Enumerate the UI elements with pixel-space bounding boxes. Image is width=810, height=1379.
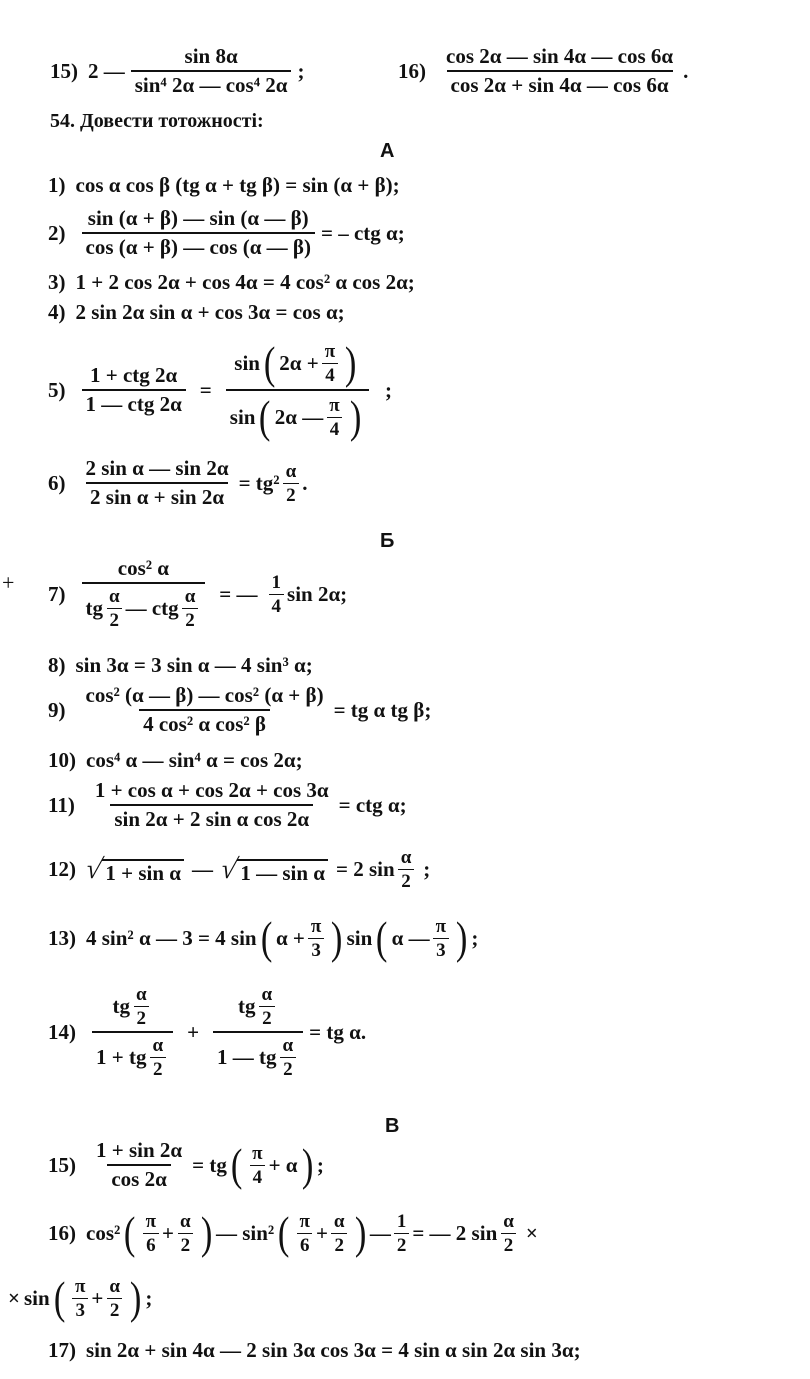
two: 2 (331, 1233, 347, 1255)
fraction (82, 208, 316, 258)
four: 4 (322, 363, 338, 385)
radicand: 1 + sin α (102, 859, 184, 884)
denominator: sin⁴ 2α — cos⁴ 2α (131, 70, 292, 96)
two: 2 (150, 1057, 166, 1079)
pi-over-6 (297, 1212, 313, 1255)
identity-text: sin 3α = 3 sin α — 4 sin³ α; (75, 653, 313, 677)
right-side: = ctg α; (338, 792, 407, 817)
right-paren: ) (345, 337, 357, 388)
identity-text: sin 2α + sin 4α — 2 sin 3α cos 3α = 4 sin α sin 2α sin 3α; (86, 1338, 581, 1362)
separator: ; (316, 1152, 324, 1177)
fraction (91, 780, 333, 830)
plus-sign: + (162, 1220, 175, 1245)
identity-6 (48, 458, 307, 508)
denominator: sin 2α + 2 sin α cos 2α (110, 804, 313, 830)
alpha: α (109, 1275, 120, 1297)
item-number: 5) (48, 377, 66, 402)
numerator: cos 2α — sin 4α — cos 6α (446, 44, 674, 68)
pi-over-4 (326, 396, 342, 439)
left-paren: ( (53, 1272, 66, 1323)
item-number: 12) (48, 857, 76, 881)
left-paren: ( (376, 912, 388, 963)
alpha: α (261, 984, 273, 1005)
tg-term: tg (238, 994, 256, 1018)
identity-text: 2 sin 2α sin α + cos 3α = cos α; (75, 300, 345, 324)
end-mark: . (683, 58, 689, 83)
identity-14 (48, 985, 366, 1079)
section-label-a: А (380, 140, 395, 162)
tg-term: tg (85, 596, 103, 620)
two: 2 (398, 869, 414, 891)
pi-over-4 (322, 342, 338, 385)
right-paren: ) (349, 391, 362, 442)
pi: π (299, 1210, 310, 1232)
two: 2 (178, 1233, 194, 1255)
item-number: 11) (48, 792, 75, 817)
identity-text: 1 + 2 cos 2α + cos 4α = 4 cos² α cos 2α; (75, 270, 415, 294)
three: 3 (433, 938, 449, 960)
numerator (230, 337, 364, 389)
left-paren: ( (259, 391, 271, 442)
alpha: α (152, 1035, 164, 1056)
numerator: 1 + cos α + cos 2α + cos 3α (94, 778, 329, 802)
right-paren: ) (129, 1272, 142, 1323)
cos-squared: cos² (86, 1220, 121, 1245)
alpha: α (503, 1210, 514, 1232)
times-sign: × (8, 1285, 20, 1310)
two: 2 (182, 608, 198, 630)
item-number: 9) (48, 697, 66, 722)
alpha-over-2 (331, 1212, 348, 1255)
fraction (82, 685, 328, 735)
equals-tg: = tg² (238, 470, 280, 495)
exercise-heading: 54. Довести тотожності: (50, 110, 264, 132)
denominator: 4 cos² α cos² β (139, 709, 270, 735)
item-number: 15) (50, 58, 78, 83)
minus-sign: — (192, 857, 213, 881)
identity-9 (48, 685, 431, 735)
pi-over-6 (143, 1212, 159, 1255)
identity-text: cos α cos β (tg α + tg β) = sin (α + β); (75, 173, 400, 197)
arg-term: α + (275, 925, 305, 950)
alpha-over-2 (398, 848, 415, 891)
equals-minus: = — (219, 581, 258, 606)
equals-sin: = 2 sin (336, 857, 395, 881)
square-root (82, 853, 184, 885)
pi-over-4 (249, 1144, 265, 1187)
alpha-over-2 (283, 462, 300, 505)
item-number: 17) (48, 1338, 76, 1362)
one: 1 (271, 571, 282, 593)
alpha-over-2 (177, 1212, 194, 1255)
two: 2 (501, 1233, 517, 1255)
top-expression-15 (50, 46, 304, 96)
left-paren: ( (263, 337, 276, 388)
fraction (92, 1140, 186, 1190)
denominator: cos (α + β) — cos (α — β) (82, 232, 316, 258)
numerator: cos² (α — β) — cos² (α + β) (85, 683, 324, 707)
alpha: α (184, 586, 196, 607)
numerator (234, 985, 282, 1031)
right-side: = – ctg α; (321, 220, 405, 245)
alpha: α (282, 1035, 294, 1056)
right-fraction (226, 337, 369, 442)
margin-mark: + (2, 570, 15, 595)
pi-over-3 (72, 1277, 88, 1320)
item-number: 15) (48, 1152, 76, 1177)
numerator: cos² α (117, 556, 170, 580)
arg-term: 2α + (279, 350, 319, 375)
item-number: 8) (48, 653, 66, 677)
equals-tg: = tg (192, 1152, 227, 1177)
denominator (213, 1031, 303, 1079)
alpha-over-2 (280, 1036, 297, 1079)
left-paren: ( (278, 1207, 290, 1258)
numerator (108, 985, 156, 1031)
six: 6 (297, 1233, 313, 1255)
plus-alpha: + α (268, 1152, 298, 1177)
identity-3 (48, 272, 415, 293)
alpha: α (109, 586, 120, 607)
alpha: α (400, 847, 412, 868)
separator: ; (471, 925, 479, 950)
pi: π (329, 394, 340, 416)
alpha: α (333, 1210, 345, 1232)
section-label-v: В (385, 1115, 400, 1137)
separator: ; (423, 857, 431, 881)
separator: ; (145, 1285, 153, 1310)
arg-term: 2α — (274, 404, 324, 429)
identity-10 (48, 750, 303, 771)
pi: π (74, 1275, 86, 1297)
radical-sign: √ (82, 853, 106, 885)
two: 2 (259, 1006, 275, 1028)
numerator: 1 + ctg 2α (90, 363, 178, 387)
denominator (92, 1031, 173, 1079)
left-fraction (92, 985, 173, 1079)
plus-sign: + (315, 1220, 328, 1245)
six: 6 (143, 1233, 159, 1255)
pi-over-3 (433, 917, 449, 960)
denominator: 1 — ctg 2α (82, 389, 186, 415)
numerator: 1 + sin 2α (96, 1138, 183, 1162)
alpha-over-2 (106, 1277, 123, 1320)
alpha-over-2 (149, 1036, 166, 1079)
sin-term: sin (23, 1285, 50, 1310)
item-number: 16) (398, 58, 426, 83)
item-number: 7) (48, 581, 66, 606)
numerator: 2 sin α — sin 2α (85, 456, 229, 480)
identity-8 (48, 655, 313, 676)
radicand: 1 — sin α (237, 859, 328, 884)
numerator: sin (α + β) — sin (α — β) (87, 206, 309, 230)
right-paren: ) (200, 1207, 213, 1258)
item-number: 6) (48, 470, 66, 495)
left-fraction (82, 365, 186, 415)
plus-sign: + (187, 1019, 200, 1044)
equals-minus-sin: = — 2 sin (412, 1220, 498, 1245)
right-side: = tg α tg β; (333, 697, 432, 722)
two: 2 (107, 1298, 123, 1320)
identity-13 (48, 912, 479, 963)
three: 3 (308, 938, 324, 960)
left-paren: ( (124, 1207, 136, 1258)
sin-term: sin (229, 404, 256, 429)
minus-sign: — (369, 1220, 391, 1245)
end-mark: . (302, 470, 308, 495)
three: 3 (72, 1298, 88, 1320)
sin-term: sin (346, 925, 373, 950)
radical-sign: √ (217, 853, 241, 885)
item-number: 14) (48, 1019, 76, 1044)
denominator: cos 2α (107, 1164, 170, 1190)
plus-sign: + (91, 1285, 104, 1310)
identity-11 (48, 780, 407, 830)
item-number: 4) (48, 300, 66, 324)
separator: ; (297, 58, 305, 83)
item-number: 3) (48, 270, 66, 294)
alpha-over-2 (182, 587, 199, 630)
item-number: 1) (48, 173, 66, 197)
square-root (217, 853, 328, 885)
four: 4 (269, 594, 285, 616)
identity-16-continuation (8, 1272, 153, 1323)
right-side: sin 2α; (287, 581, 348, 606)
denominator-term: 1 — tg (217, 1045, 277, 1069)
four: 4 (327, 417, 343, 439)
right-paren: ) (301, 1139, 313, 1190)
sin-term: sin (234, 350, 260, 375)
item-number: 13) (48, 925, 76, 950)
lead-term: 4 sin² α — 3 = 4 sin (86, 925, 257, 950)
pi: π (145, 1210, 157, 1232)
right-paren: ) (354, 1207, 366, 1258)
fraction (82, 458, 233, 508)
equals-sign: = (199, 377, 212, 402)
pi: π (324, 340, 336, 362)
two: 2 (107, 608, 123, 630)
lead-term: 2 — (88, 58, 125, 83)
identity-17 (48, 1340, 581, 1361)
one-over-two (394, 1212, 410, 1255)
sin-squared: — sin² (215, 1220, 275, 1245)
denominator (82, 582, 206, 630)
identity-15 (48, 1140, 324, 1190)
top-expression-16 (398, 46, 688, 96)
alpha: α (285, 460, 297, 482)
item-number: 10) (48, 748, 76, 772)
denominator-term: 1 + tg (96, 1045, 147, 1069)
alpha-over-2 (500, 1212, 517, 1255)
right-fraction (213, 985, 303, 1079)
pi: π (435, 915, 447, 937)
alpha: α (135, 984, 147, 1005)
section-label-b: Б (380, 530, 395, 552)
two: 2 (134, 1006, 150, 1028)
arg-term: α — (391, 925, 430, 950)
pi: π (252, 1142, 263, 1164)
fraction (131, 46, 292, 96)
separator: ; (385, 377, 393, 402)
identity-4 (48, 302, 345, 323)
identity-2 (48, 208, 405, 258)
denominator: cos 2α + sin 4α — cos 6α (447, 70, 673, 96)
alpha: α (180, 1210, 191, 1232)
numerator: sin 8α (184, 44, 238, 68)
alpha-over-2 (133, 985, 150, 1028)
identity-1 (48, 175, 400, 196)
alpha-over-2 (259, 985, 276, 1028)
right-side: = tg α. (309, 1019, 367, 1044)
identity-16 (48, 1207, 538, 1258)
alpha-over-2 (106, 587, 123, 630)
fraction (442, 46, 677, 96)
one-over-four (269, 573, 285, 616)
two: 2 (394, 1233, 410, 1255)
two: 2 (283, 483, 299, 505)
item-number: 16) (48, 1220, 76, 1245)
ctg-term: — ctg (125, 596, 179, 620)
right-paren: ) (455, 912, 468, 963)
identity-12 (48, 848, 430, 891)
denominator (226, 389, 369, 440)
right-paren: ) (331, 912, 343, 963)
item-number: 2) (48, 220, 66, 245)
two: 2 (280, 1057, 296, 1079)
identity-5 (48, 337, 393, 442)
times-sign: × (525, 1220, 538, 1245)
fraction (82, 558, 206, 630)
identity-text: cos⁴ α — sin⁴ α = cos 2α; (86, 748, 303, 772)
identity-7 (48, 558, 347, 630)
pi: π (310, 915, 322, 937)
one: 1 (396, 1210, 407, 1232)
tg-term: tg (112, 994, 130, 1018)
denominator: 2 sin α + sin 2α (86, 482, 228, 508)
left-paren: ( (260, 912, 273, 963)
pi-over-3 (308, 917, 324, 960)
left-paren: ( (230, 1139, 243, 1190)
four: 4 (250, 1165, 266, 1187)
